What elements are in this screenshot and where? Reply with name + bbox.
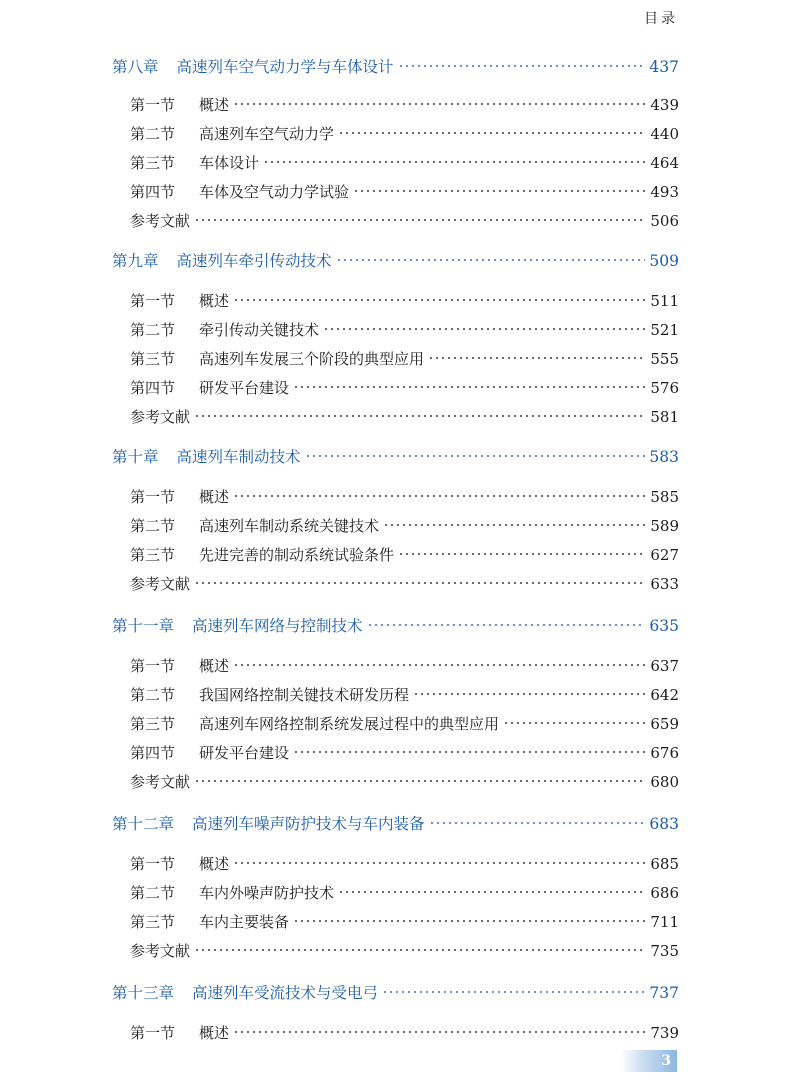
toc-entry-label: 第十一章 xyxy=(112,617,175,635)
toc-entry-page: 576 xyxy=(650,379,679,397)
toc-entry-text: 参考文献 xyxy=(130,942,191,960)
toc-entry-page: 521 xyxy=(650,321,679,339)
page-number-badge xyxy=(621,1050,677,1072)
toc-chapter-entry[interactable] xyxy=(112,440,679,466)
toc-section-entry[interactable] xyxy=(130,175,679,201)
toc-entry-text: 高速列车受流技术与受电弓 xyxy=(192,984,379,1002)
toc-entry-label: 第十二章 xyxy=(112,815,175,833)
toc-entry-page: 735 xyxy=(650,942,679,960)
dot-leader xyxy=(398,50,646,72)
toc-entry-title xyxy=(130,290,229,312)
toc-entry-page: 637 xyxy=(650,657,679,675)
toc-entry-page: 440 xyxy=(650,125,679,143)
toc-entry-text: 车体及空气动力学试验 xyxy=(199,183,350,201)
toc-entry-label: 第二节 xyxy=(130,686,176,704)
toc-section-entry[interactable] xyxy=(130,678,679,704)
toc-entry-title xyxy=(130,684,409,706)
toc-entry-page: 686 xyxy=(650,884,679,902)
toc-entry-text: 我国网络控制关键技术研发历程 xyxy=(199,686,410,704)
toc-entry-title xyxy=(130,655,229,677)
toc-entry-text: 参考文献 xyxy=(130,575,191,593)
toc-entry-label: 第三节 xyxy=(130,154,176,172)
toc-entry-page: 680 xyxy=(650,773,679,791)
toc-entry-page: 509 xyxy=(649,252,679,270)
toc-entry-text: 高速列车空气动力学与车体设计 xyxy=(176,58,394,76)
toc-entry-text: 概述 xyxy=(199,855,230,873)
toc-entry-text: 车内主要装备 xyxy=(199,913,290,931)
toc-section-entry[interactable] xyxy=(130,313,679,339)
dot-leader xyxy=(194,567,646,589)
toc-section-entry[interactable] xyxy=(130,538,679,564)
toc-entry-page: 583 xyxy=(649,448,679,466)
dot-leader xyxy=(194,204,646,226)
toc-entry-label: 第一节 xyxy=(130,855,176,873)
toc-entry-label: 第一节 xyxy=(130,96,176,114)
dot-leader xyxy=(503,707,646,729)
toc-entry-page: 439 xyxy=(650,96,679,114)
dot-leader xyxy=(383,509,646,531)
toc-entry-label: 第一节 xyxy=(130,657,176,675)
toc-entry-page: 685 xyxy=(650,855,679,873)
dot-leader xyxy=(353,175,646,197)
toc-entry-title xyxy=(130,94,229,116)
toc-references-entry[interactable] xyxy=(130,934,679,960)
toc-entry-text: 参考文献 xyxy=(130,212,191,230)
toc-entry-text: 高速列车制动系统关键技术 xyxy=(199,517,380,535)
toc-references-entry[interactable] xyxy=(130,204,679,230)
toc-section-entry[interactable] xyxy=(130,1016,679,1042)
toc-entry-title xyxy=(130,377,289,399)
toc-entry-text: 参考文献 xyxy=(130,773,191,791)
dot-leader xyxy=(429,807,646,829)
dot-leader xyxy=(382,976,645,998)
toc-entry-label: 第十三章 xyxy=(112,984,175,1002)
toc-entry-label: 第三节 xyxy=(130,715,176,733)
dot-leader xyxy=(336,244,646,266)
toc-entry-title xyxy=(130,515,379,537)
dot-leader xyxy=(323,313,646,335)
toc-entry-title xyxy=(130,544,394,566)
toc-chapter-entry[interactable] xyxy=(112,50,679,76)
toc-entry-title xyxy=(130,210,190,232)
toc-entry-title xyxy=(130,771,190,793)
toc-entry-title xyxy=(130,348,424,370)
toc-entry-text: 牵引传动关键技术 xyxy=(199,321,320,339)
toc-entry-page: 683 xyxy=(649,815,679,833)
toc-entry-label: 第三节 xyxy=(130,350,176,368)
toc-entry-text: 概述 xyxy=(199,96,230,114)
toc-section-entry[interactable] xyxy=(130,649,679,675)
toc-entry-text: 概述 xyxy=(199,657,230,675)
dot-leader xyxy=(233,284,646,306)
dot-leader xyxy=(233,847,646,869)
toc-entry-title xyxy=(112,446,301,468)
toc-entry-title xyxy=(130,181,349,203)
dot-leader xyxy=(305,440,646,462)
toc-entry-label: 第二节 xyxy=(130,321,176,339)
toc-entry-page: 737 xyxy=(649,984,679,1002)
toc-section-entry[interactable] xyxy=(130,117,679,143)
toc-section-entry[interactable] xyxy=(130,371,679,397)
running-header: 目录 xyxy=(644,11,678,27)
toc-entry-page: 511 xyxy=(650,292,679,310)
toc-section-entry[interactable] xyxy=(130,342,679,368)
toc-entry-text: 概述 xyxy=(199,488,230,506)
dot-leader xyxy=(194,934,646,956)
toc-entry-page: 676 xyxy=(650,744,679,762)
toc-entry-text: 高速列车空气动力学 xyxy=(199,125,335,143)
toc-entry-text: 研发平台建设 xyxy=(199,744,290,762)
toc-entry-text: 高速列车牵引传动技术 xyxy=(176,252,332,270)
toc-entry-title xyxy=(130,882,334,904)
dot-leader xyxy=(194,765,646,787)
toc-entry-page: 627 xyxy=(650,546,679,564)
toc-entry-title xyxy=(112,982,378,1004)
toc-entry-title xyxy=(130,573,190,595)
toc-entry-label: 第一节 xyxy=(130,292,176,310)
dot-leader xyxy=(233,1016,646,1038)
toc-entry-title xyxy=(130,713,499,735)
toc-entry-page: 589 xyxy=(650,517,679,535)
toc-section-entry[interactable] xyxy=(130,284,679,310)
toc-entry-title xyxy=(130,486,229,508)
toc-entry-text: 高速列车噪声防护技术与车内装备 xyxy=(192,815,425,833)
toc-entry-title xyxy=(130,319,319,341)
toc-entry-page: 635 xyxy=(649,617,679,635)
toc-entry-label: 第三节 xyxy=(130,546,176,564)
dot-leader xyxy=(263,146,646,168)
toc-section-entry[interactable] xyxy=(130,736,679,762)
toc-entry-text: 参考文献 xyxy=(130,408,191,426)
toc-entry-text: 高速列车网络与控制技术 xyxy=(192,617,363,635)
toc-chapter-entry[interactable] xyxy=(112,807,679,833)
toc-entry-title xyxy=(130,911,289,933)
toc-entry-page: 437 xyxy=(649,58,679,76)
toc-entry-title xyxy=(130,940,190,962)
dot-leader xyxy=(398,538,646,560)
toc-entry-page: 585 xyxy=(650,488,679,506)
toc-section-entry[interactable] xyxy=(130,480,679,506)
toc-entry-label: 第二节 xyxy=(130,884,176,902)
toc-entry-page: 493 xyxy=(650,183,679,201)
toc-references-entry[interactable] xyxy=(130,400,679,426)
dot-leader xyxy=(338,876,646,898)
dot-leader xyxy=(413,678,646,700)
toc-section-entry[interactable] xyxy=(130,707,679,733)
dot-leader xyxy=(194,400,646,422)
toc-section-entry[interactable] xyxy=(130,876,679,902)
toc-entry-title xyxy=(112,56,394,78)
toc-entry-text: 研发平台建设 xyxy=(199,379,290,397)
toc-entry-text: 车体设计 xyxy=(199,154,260,172)
toc-chapter-entry[interactable] xyxy=(112,244,679,270)
toc-entry-page: 633 xyxy=(650,575,679,593)
toc-entry-page: 642 xyxy=(650,686,679,704)
toc-entry-page: 739 xyxy=(650,1024,679,1042)
dot-leader xyxy=(233,88,646,110)
toc-entry-page: 506 xyxy=(650,212,679,230)
toc-entry-title xyxy=(112,615,363,637)
toc-entry-label: 第二节 xyxy=(130,517,176,535)
dot-leader xyxy=(293,905,646,927)
toc-entry-label: 第九章 xyxy=(112,252,159,270)
toc-entry-text: 先进完善的制动系统试验条件 xyxy=(199,546,395,564)
toc-entry-text: 概述 xyxy=(199,1024,230,1042)
toc-references-entry[interactable] xyxy=(130,567,679,593)
toc-entry-page: 711 xyxy=(650,913,679,931)
dot-leader xyxy=(367,609,646,631)
toc-entry-label: 第八章 xyxy=(112,58,159,76)
toc-entry-page: 581 xyxy=(650,408,679,426)
toc-entry-label: 第三节 xyxy=(130,913,176,931)
toc-entry-label: 第一节 xyxy=(130,1024,176,1042)
toc-entry-label: 第一节 xyxy=(130,488,176,506)
toc-entry-label: 第四节 xyxy=(130,183,176,201)
toc-entry-text: 概述 xyxy=(199,292,230,310)
toc-entry-title xyxy=(112,250,332,272)
toc-entry-title xyxy=(130,123,334,145)
toc-entry-title xyxy=(130,853,229,875)
toc-entry-label: 第十章 xyxy=(112,448,159,466)
toc-section-entry[interactable] xyxy=(130,847,679,873)
toc-entry-label: 第四节 xyxy=(130,379,176,397)
dot-leader xyxy=(233,649,646,671)
toc-references-entry[interactable] xyxy=(130,765,679,791)
toc-entry-text: 高速列车制动技术 xyxy=(176,448,301,466)
toc-entry-text: 高速列车网络控制系统发展过程中的典型应用 xyxy=(199,715,500,733)
toc-entry-text: 高速列车发展三个阶段的典型应用 xyxy=(199,350,425,368)
dot-leader xyxy=(428,342,646,364)
dot-leader xyxy=(233,480,646,502)
toc-chapter-entry[interactable] xyxy=(112,976,679,1002)
toc-chapter-entry[interactable] xyxy=(112,609,679,635)
toc-entry-page: 555 xyxy=(650,350,679,368)
toc-entry-label: 第二节 xyxy=(130,125,176,143)
toc-entry-page: 659 xyxy=(650,715,679,733)
toc-entry-label: 第四节 xyxy=(130,744,176,762)
toc-section-entry[interactable] xyxy=(130,905,679,931)
toc-section-entry[interactable] xyxy=(130,88,679,114)
toc-entry-title xyxy=(112,813,425,835)
toc-entry-title xyxy=(130,152,259,174)
dot-leader xyxy=(293,371,646,393)
toc-entry-text: 车内外噪声防护技术 xyxy=(199,884,335,902)
toc-entry-title xyxy=(130,742,289,764)
toc-entry-title xyxy=(130,406,190,428)
toc-section-entry[interactable] xyxy=(130,146,679,172)
dot-leader xyxy=(293,736,646,758)
page-number: 3 xyxy=(661,1053,671,1069)
toc-entry-title xyxy=(130,1022,229,1044)
dot-leader xyxy=(338,117,646,139)
toc-section-entry[interactable] xyxy=(130,509,679,535)
toc-entry-page: 464 xyxy=(650,154,679,172)
